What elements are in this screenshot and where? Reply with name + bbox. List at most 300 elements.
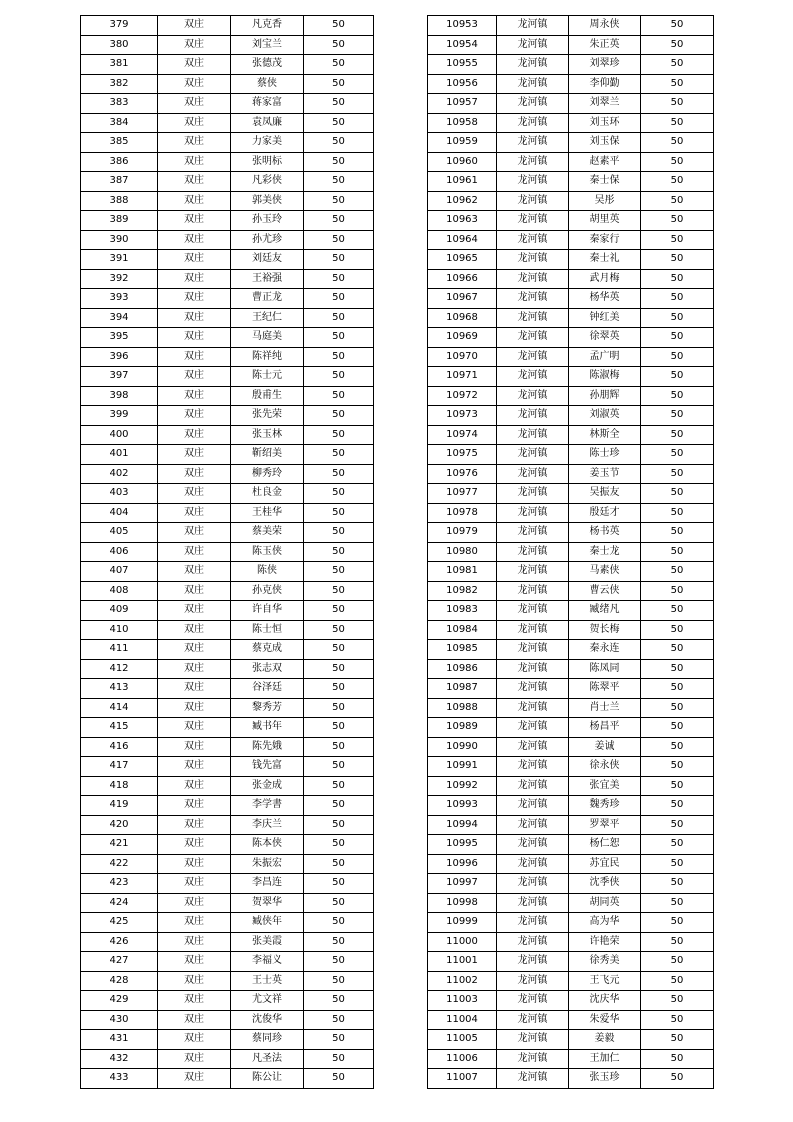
amount-cell: 50 [304,152,374,172]
town-cell: 双庄 [158,250,231,270]
amount-cell: 50 [304,386,374,406]
row-number-cell: 10971 [428,367,497,387]
town-cell: 双庄 [158,913,231,933]
town-cell: 双庄 [158,776,231,796]
name-cell: 殷廷才 [569,503,641,523]
table-row [81,230,374,250]
name-cell: 张美霞 [231,932,304,952]
table-row [428,796,714,816]
town-cell: 龙河镇 [497,718,569,738]
table-row [81,250,374,270]
row-number-cell: 380 [81,35,158,55]
table-row [81,1010,374,1030]
town-cell: 龙河镇 [497,367,569,387]
row-number-cell: 10989 [428,718,497,738]
name-cell: 陈士恒 [231,620,304,640]
row-number-cell: 396 [81,347,158,367]
table-row [428,35,714,55]
table-row [428,542,714,562]
name-cell: 刘翠兰 [569,94,641,114]
table-row [428,815,714,835]
name-cell: 吴振友 [569,484,641,504]
row-number-cell: 11007 [428,1069,497,1089]
town-cell: 双庄 [158,406,231,426]
table-row [428,874,714,894]
town-cell: 龙河镇 [497,874,569,894]
table-row [81,406,374,426]
town-cell: 龙河镇 [497,932,569,952]
amount-cell: 50 [641,230,714,250]
name-cell: 蔡侠 [231,74,304,94]
name-cell: 王纪仁 [231,308,304,328]
table-row [428,425,714,445]
table-row [428,503,714,523]
name-cell: 朱振宏 [231,854,304,874]
town-cell: 双庄 [158,113,231,133]
amount-cell: 50 [304,679,374,699]
amount-cell: 50 [304,191,374,211]
name-cell: 李学書 [231,796,304,816]
town-cell: 双庄 [158,932,231,952]
name-cell: 孟广明 [569,347,641,367]
row-number-cell: 10978 [428,503,497,523]
amount-cell: 50 [304,698,374,718]
amount-cell: 50 [304,1010,374,1030]
row-number-cell: 382 [81,74,158,94]
name-cell: 孙朋辉 [569,386,641,406]
town-cell: 龙河镇 [497,289,569,309]
table-row [428,620,714,640]
amount-cell: 50 [304,796,374,816]
table-row [81,1049,374,1069]
name-cell: 秦士龙 [569,542,641,562]
row-number-cell: 11005 [428,1030,497,1050]
row-number-cell: 407 [81,562,158,582]
table-row [428,464,714,484]
name-cell: 孙克侠 [231,581,304,601]
amount-cell: 50 [304,289,374,309]
table-row [428,991,714,1011]
amount-cell: 50 [641,835,714,855]
row-number-cell: 10998 [428,893,497,913]
name-cell: 秦永连 [569,640,641,660]
amount-cell: 50 [641,152,714,172]
town-cell: 双庄 [158,1010,231,1030]
table-row [428,406,714,426]
table-row [428,913,714,933]
amount-cell: 50 [641,484,714,504]
town-cell: 龙河镇 [497,94,569,114]
name-cell: 王桂华 [231,503,304,523]
town-cell: 龙河镇 [497,815,569,835]
town-cell: 双庄 [158,581,231,601]
row-number-cell: 432 [81,1049,158,1069]
name-cell: 许艳荣 [569,932,641,952]
amount-cell: 50 [641,133,714,153]
amount-cell: 50 [304,640,374,660]
table-row [428,854,714,874]
name-cell: 刘宝兰 [231,35,304,55]
row-number-cell: 10988 [428,698,497,718]
row-number-cell: 10981 [428,562,497,582]
table-row [81,991,374,1011]
table-row [81,679,374,699]
table-row [81,757,374,777]
town-cell: 龙河镇 [497,74,569,94]
name-cell: 李昌连 [231,874,304,894]
amount-cell: 50 [304,308,374,328]
row-number-cell: 416 [81,737,158,757]
row-number-cell: 406 [81,542,158,562]
town-cell: 双庄 [158,640,231,660]
name-cell: 周永侠 [569,16,641,36]
table-row [81,952,374,972]
town-cell: 双庄 [158,952,231,972]
table-row [428,152,714,172]
town-cell: 双庄 [158,94,231,114]
row-number-cell: 10955 [428,55,497,75]
amount-cell: 50 [641,562,714,582]
amount-cell: 50 [304,269,374,289]
row-number-cell: 10986 [428,659,497,679]
row-number-cell: 10987 [428,679,497,699]
row-number-cell: 427 [81,952,158,972]
name-cell: 尤文祥 [231,991,304,1011]
town-cell: 龙河镇 [497,113,569,133]
name-cell: 黎秀芳 [231,698,304,718]
town-cell: 龙河镇 [497,211,569,231]
name-cell: 张金成 [231,776,304,796]
amount-cell: 50 [641,718,714,738]
row-number-cell: 411 [81,640,158,660]
table-row [428,1030,714,1050]
table-row [428,55,714,75]
amount-cell: 50 [641,445,714,465]
row-number-cell: 10960 [428,152,497,172]
name-cell: 陈士珍 [569,445,641,465]
row-number-cell: 405 [81,523,158,543]
row-number-cell: 430 [81,1010,158,1030]
amount-cell: 50 [641,893,714,913]
name-cell: 蔡美荣 [231,523,304,543]
row-number-cell: 10961 [428,172,497,192]
name-cell: 张志双 [231,659,304,679]
table-row [428,1069,714,1089]
town-cell: 双庄 [158,464,231,484]
amount-cell: 50 [304,659,374,679]
name-cell: 陈士元 [231,367,304,387]
left-roster-table [80,15,374,1089]
row-number-cell: 418 [81,776,158,796]
name-cell: 孙尤珍 [231,230,304,250]
amount-cell: 50 [641,94,714,114]
town-cell: 龙河镇 [497,503,569,523]
table-row [81,815,374,835]
town-cell: 龙河镇 [497,347,569,367]
row-number-cell: 401 [81,445,158,465]
row-number-cell: 392 [81,269,158,289]
table-row [81,484,374,504]
town-cell: 龙河镇 [497,308,569,328]
town-cell: 龙河镇 [497,1010,569,1030]
amount-cell: 50 [304,172,374,192]
town-cell: 龙河镇 [497,971,569,991]
table-row [428,581,714,601]
row-number-cell: 390 [81,230,158,250]
row-number-cell: 412 [81,659,158,679]
row-number-cell: 397 [81,367,158,387]
town-cell: 龙河镇 [497,542,569,562]
name-cell: 张玉林 [231,425,304,445]
right-table-body [428,16,714,1089]
name-cell: 姜玉节 [569,464,641,484]
table-row [81,562,374,582]
row-number-cell: 403 [81,484,158,504]
town-cell: 龙河镇 [497,152,569,172]
name-cell: 王裕强 [231,269,304,289]
town-cell: 双庄 [158,698,231,718]
town-cell: 龙河镇 [497,55,569,75]
table-row [81,425,374,445]
table-row [81,386,374,406]
name-cell: 张德茂 [231,55,304,75]
table-row [81,932,374,952]
table-row [81,133,374,153]
name-cell: 蔡同珍 [231,1030,304,1050]
left-table-body [81,16,374,1089]
amount-cell: 50 [304,1069,374,1089]
amount-cell: 50 [641,113,714,133]
town-cell: 龙河镇 [497,1030,569,1050]
row-number-cell: 10994 [428,815,497,835]
table-row [81,289,374,309]
table-row [81,503,374,523]
table-row [81,640,374,660]
table-row [81,581,374,601]
table-row [81,191,374,211]
amount-cell: 50 [641,952,714,972]
table-row [428,133,714,153]
row-number-cell: 10982 [428,581,497,601]
amount-cell: 50 [641,523,714,543]
table-row [428,191,714,211]
name-cell: 肖士兰 [569,698,641,718]
amount-cell: 50 [641,1049,714,1069]
row-number-cell: 10954 [428,35,497,55]
name-cell: 凡克香 [231,16,304,36]
name-cell: 胡同英 [569,893,641,913]
town-cell: 双庄 [158,172,231,192]
table-row [81,874,374,894]
amount-cell: 50 [304,952,374,972]
row-number-cell: 408 [81,581,158,601]
amount-cell: 50 [641,913,714,933]
table-row [428,718,714,738]
row-number-cell: 384 [81,113,158,133]
table-row [428,211,714,231]
row-number-cell: 379 [81,16,158,36]
town-cell: 龙河镇 [497,133,569,153]
table-row [81,776,374,796]
town-cell: 双庄 [158,1069,231,1089]
row-number-cell: 10995 [428,835,497,855]
table-row [428,445,714,465]
amount-cell: 50 [641,620,714,640]
row-number-cell: 429 [81,991,158,1011]
row-number-cell: 10970 [428,347,497,367]
row-number-cell: 425 [81,913,158,933]
row-number-cell: 10968 [428,308,497,328]
amount-cell: 50 [304,835,374,855]
town-cell: 双庄 [158,971,231,991]
row-number-cell: 431 [81,1030,158,1050]
town-cell: 双庄 [158,367,231,387]
row-number-cell: 10964 [428,230,497,250]
table-row [81,523,374,543]
town-cell: 双庄 [158,484,231,504]
name-cell: 秦士礼 [569,250,641,270]
row-number-cell: 395 [81,328,158,348]
amount-cell: 50 [641,971,714,991]
name-cell: 吴彤 [569,191,641,211]
amount-cell: 50 [641,659,714,679]
town-cell: 龙河镇 [497,406,569,426]
name-cell: 陈祥纯 [231,347,304,367]
town-cell: 龙河镇 [497,757,569,777]
table-row [81,211,374,231]
name-cell: 张先荣 [231,406,304,426]
town-cell: 双庄 [158,152,231,172]
row-number-cell: 10967 [428,289,497,309]
amount-cell: 50 [641,1030,714,1050]
amount-cell: 50 [304,406,374,426]
row-number-cell: 11004 [428,1010,497,1030]
amount-cell: 50 [304,893,374,913]
row-number-cell: 409 [81,601,158,621]
town-cell: 双庄 [158,191,231,211]
town-cell: 双庄 [158,679,231,699]
name-cell: 陈凤同 [569,659,641,679]
amount-cell: 50 [304,464,374,484]
row-number-cell: 388 [81,191,158,211]
amount-cell: 50 [304,581,374,601]
name-cell: 朱爱华 [569,1010,641,1030]
name-cell: 魏秀珍 [569,796,641,816]
amount-cell: 50 [641,386,714,406]
table-row [428,386,714,406]
table-row [81,16,374,36]
table-row [428,971,714,991]
table-row [81,308,374,328]
amount-cell: 50 [304,854,374,874]
town-cell: 双庄 [158,620,231,640]
amount-cell: 50 [304,328,374,348]
amount-cell: 50 [641,464,714,484]
table-row [428,698,714,718]
town-cell: 龙河镇 [497,191,569,211]
town-cell: 龙河镇 [497,484,569,504]
amount-cell: 50 [304,347,374,367]
table-row [81,620,374,640]
row-number-cell: 10973 [428,406,497,426]
name-cell: 柳秀玲 [231,464,304,484]
row-number-cell: 424 [81,893,158,913]
row-number-cell: 10966 [428,269,497,289]
town-cell: 龙河镇 [497,172,569,192]
town-cell: 双庄 [158,16,231,36]
amount-cell: 50 [641,16,714,36]
amount-cell: 50 [304,815,374,835]
table-row [428,1049,714,1069]
row-number-cell: 389 [81,211,158,231]
row-number-cell: 11003 [428,991,497,1011]
town-cell: 双庄 [158,523,231,543]
name-cell: 袁凤廉 [231,113,304,133]
town-cell: 双庄 [158,211,231,231]
row-number-cell: 402 [81,464,158,484]
amount-cell: 50 [304,425,374,445]
table-row [81,854,374,874]
name-cell: 陈先娥 [231,737,304,757]
row-number-cell: 381 [81,55,158,75]
name-cell: 王加仁 [569,1049,641,1069]
town-cell: 龙河镇 [497,1069,569,1089]
town-cell: 双庄 [158,347,231,367]
amount-cell: 50 [304,718,374,738]
table-row [428,328,714,348]
table-row [428,737,714,757]
row-number-cell: 10965 [428,250,497,270]
name-cell: 靳绍美 [231,445,304,465]
table-row [81,698,374,718]
name-cell: 陈淑梅 [569,367,641,387]
amount-cell: 50 [304,230,374,250]
town-cell: 龙河镇 [497,562,569,582]
table-row [428,893,714,913]
name-cell: 沈俊华 [231,1010,304,1030]
name-cell: 刘廷友 [231,250,304,270]
name-cell: 杜良金 [231,484,304,504]
row-number-cell: 400 [81,425,158,445]
name-cell: 刘淑英 [569,406,641,426]
amount-cell: 50 [641,854,714,874]
amount-cell: 50 [641,796,714,816]
table-row [428,562,714,582]
name-cell: 凡彩侠 [231,172,304,192]
amount-cell: 50 [304,367,374,387]
row-number-cell: 10959 [428,133,497,153]
row-number-cell: 10976 [428,464,497,484]
row-number-cell: 423 [81,874,158,894]
town-cell: 龙河镇 [497,523,569,543]
town-cell: 龙河镇 [497,737,569,757]
table-row [81,971,374,991]
town-cell: 双庄 [158,55,231,75]
name-cell: 凡圣法 [231,1049,304,1069]
town-cell: 龙河镇 [497,386,569,406]
name-cell: 杨昌平 [569,718,641,738]
name-cell: 孙玉玲 [231,211,304,231]
name-cell: 罗翠平 [569,815,641,835]
amount-cell: 50 [641,347,714,367]
town-cell: 龙河镇 [497,640,569,660]
town-cell: 龙河镇 [497,445,569,465]
row-number-cell: 10969 [428,328,497,348]
table-row [81,796,374,816]
row-number-cell: 410 [81,620,158,640]
amount-cell: 50 [304,250,374,270]
amount-cell: 50 [641,191,714,211]
